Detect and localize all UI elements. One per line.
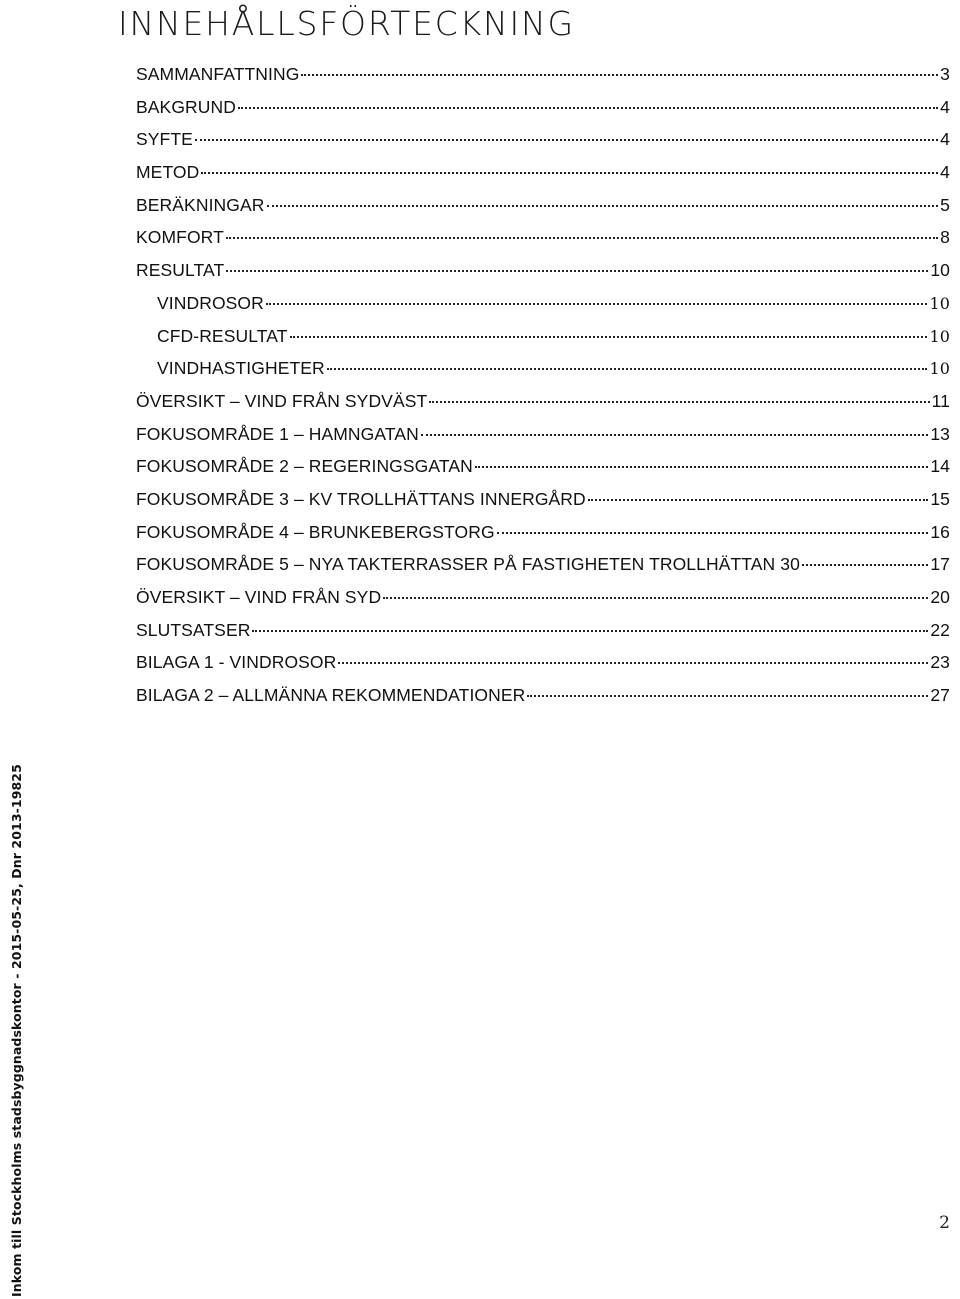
toc-entry-label: FOKUSOMRÅDE 2 – REGERINGSGATAN [136, 456, 473, 477]
toc-dot-leader [429, 401, 929, 403]
toc-dot-leader [201, 172, 938, 174]
toc-dot-leader [226, 270, 928, 272]
toc-entry[interactable] [136, 352, 950, 385]
toc-entry-label: FOKUSOMRÅDE 5 – NYA TAKTERRASSER PÅ FASTIGHETEN TROLLHÄTTAN 30 [136, 554, 800, 575]
toc-entry[interactable] [136, 320, 950, 353]
toc-entry-page: 15 [930, 488, 950, 509]
toc-dot-leader [266, 303, 928, 305]
toc-entry[interactable] [136, 91, 950, 124]
toc-dot-leader [421, 434, 928, 436]
toc-dot-leader [327, 368, 928, 370]
toc-dot-leader [226, 237, 938, 239]
toc-entry-page: 3 [940, 64, 950, 84]
toc-entry-page: 10 [930, 260, 950, 281]
toc-entry-label: VINDHASTIGHETER [157, 358, 325, 379]
toc-entry-page: 27 [930, 685, 950, 706]
toc-entry-label: FOKUSOMRÅDE 4 – BRUNKEBERGSTORG [136, 521, 495, 542]
toc-entry-label: BAKGRUND [136, 96, 236, 117]
toc-entry-label: ÖVERSIKT – VIND FRÅN SYDVÄST [136, 390, 428, 411]
toc-entry[interactable] [136, 418, 950, 451]
toc-entry-page: 10 [929, 359, 950, 379]
toc-entry[interactable] [136, 287, 950, 320]
toc-dot-leader [383, 597, 928, 599]
toc-dot-leader [338, 662, 928, 664]
toc-entry[interactable] [136, 581, 950, 614]
toc-entry-page: 16 [930, 521, 950, 542]
toc-entry-page: 13 [930, 423, 950, 444]
toc-entry-page: 4 [940, 162, 950, 183]
toc-entry[interactable] [136, 123, 950, 156]
toc-entry-page: 23 [930, 652, 950, 673]
toc-dot-leader [290, 336, 928, 338]
toc-entry-page: 11 [931, 390, 950, 411]
toc-entry-label: SYFTE [136, 129, 193, 150]
toc-entry-page: 4 [940, 129, 950, 150]
toc-dot-leader [527, 695, 928, 697]
toc-dot-leader [497, 532, 929, 534]
toc-entry[interactable] [136, 58, 950, 91]
toc-entry-label: KOMFORT [136, 227, 224, 248]
toc-entry-page: 17 [930, 554, 950, 575]
toc-entry-label: BILAGA 2 – ALLMÄNNA REKOMMENDATIONER [136, 685, 526, 706]
toc-entry[interactable] [136, 646, 950, 679]
toc-entry[interactable] [136, 254, 950, 287]
receipt-stamp: Inkom till Stockholms stadsbyggnadskontor - 2015-05-25, Dnr 2013-19825 [9, 764, 24, 1297]
table-of-contents [136, 58, 950, 712]
toc-entry-page: 22 [930, 619, 950, 640]
toc-entry-page: 8 [940, 227, 950, 248]
toc-entry[interactable] [136, 156, 950, 189]
toc-dot-leader [588, 499, 929, 501]
toc-entry-label: FOKUSOMRÅDE 1 – HAMNGATAN [136, 423, 419, 444]
page-number: 2 [939, 1213, 950, 1233]
toc-entry-label: BILAGA 1 - VINDROSOR [136, 652, 337, 673]
toc-entry[interactable] [136, 385, 950, 418]
toc-entry-label: CFD-RESULTAT [157, 325, 288, 346]
toc-entry-label: SAMMANFATTNING [136, 64, 300, 84]
toc-entry[interactable] [136, 189, 950, 222]
page-title: INNEHÅLLSFÖRTECKNING [118, 4, 575, 43]
toc-entry-page: 20 [930, 587, 950, 607]
toc-entry-label: ÖVERSIKT – VIND FRÅN SYD [136, 587, 382, 607]
toc-entry-page: 4 [940, 96, 950, 117]
toc-dot-leader [475, 466, 928, 468]
toc-entry[interactable] [136, 679, 950, 712]
toc-dot-leader [301, 74, 938, 76]
toc-entry-label: VINDROSOR [157, 292, 264, 313]
toc-entry[interactable] [136, 483, 950, 516]
toc-entry-label: RESULTAT [136, 260, 225, 281]
toc-entry-page: 10 [929, 326, 950, 346]
toc-entry-page: 10 [929, 293, 950, 313]
toc-entry[interactable] [136, 614, 950, 647]
toc-entry[interactable] [136, 221, 950, 254]
toc-entry-label: BERÄKNINGAR [136, 194, 265, 215]
toc-entry-page: 5 [940, 194, 950, 215]
toc-entry[interactable] [136, 548, 950, 581]
toc-entry-label: METOD [136, 162, 200, 183]
toc-dot-leader [252, 630, 928, 632]
toc-dot-leader [195, 139, 938, 141]
toc-entry-page: 14 [930, 456, 950, 477]
toc-entry-label: FOKUSOMRÅDE 3 – KV TROLLHÄTTANS INNERGÅRD [136, 488, 586, 509]
toc-entry-label: SLUTSATSER [136, 619, 251, 640]
toc-dot-leader [267, 205, 939, 207]
toc-entry[interactable] [136, 516, 950, 549]
toc-dot-leader [802, 564, 928, 566]
toc-entry[interactable] [136, 450, 950, 483]
toc-dot-leader [238, 107, 938, 109]
